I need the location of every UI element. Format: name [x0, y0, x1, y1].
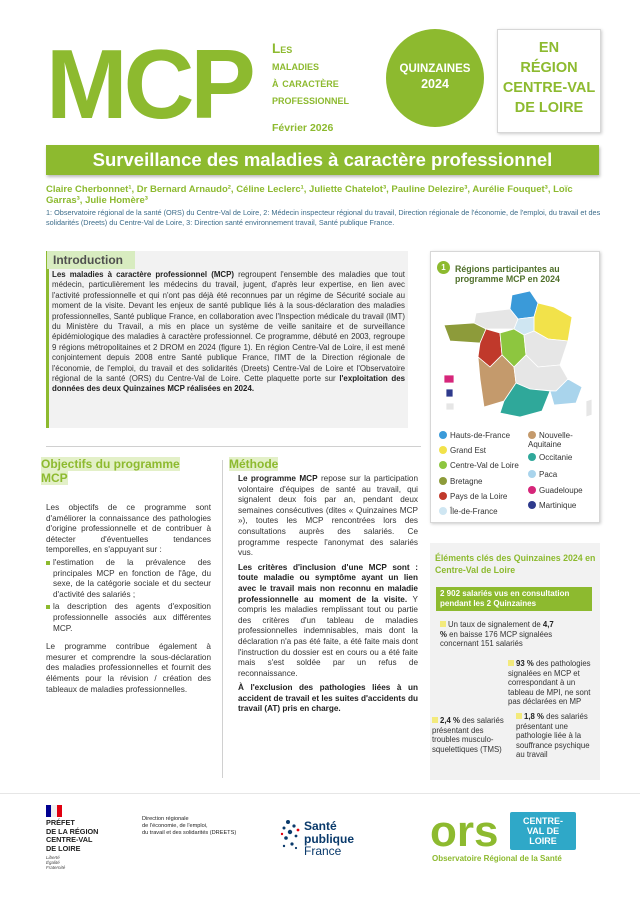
method-paragraph [238, 563, 418, 680]
legend-label: Nouvelle-Aquitaine [528, 431, 573, 449]
intro-lead: Les maladies à caractère professionnel (MCP) [52, 270, 234, 279]
france-map [430, 283, 600, 423]
legend-item [528, 501, 598, 510]
legend-item [528, 431, 598, 449]
region-bretagne [444, 323, 486, 343]
series-title-line: maladies [272, 58, 319, 73]
spf-france: France [304, 844, 342, 858]
ors-region-line: CENTRE-VAL DE LOIRE [523, 816, 563, 846]
legend-swatch [439, 446, 447, 454]
prefet-logo [46, 805, 136, 870]
region-reunion [446, 403, 454, 410]
key-figure-text: des salariés présentant une pathologie liée à la souffrance psychique au travail [516, 712, 590, 760]
publication-date: Février 2026 [272, 122, 334, 134]
objectives-heading-text: Objectifs du programme MCP [41, 457, 180, 485]
key-figure-item [516, 712, 598, 760]
bullet-square-icon [440, 621, 446, 627]
method-p2-text: Y compris les maladies remplissant tout ou partie des critères d'un tableau de maladies professionnelles indemnisables, mais dont la déclaration n'a pas été faite, a été faite mais dont l'instruction du dossier est en cours ou a été faite mais s'est soldée par un refus de reconnaissance. [238, 594, 418, 678]
legend-item [439, 492, 529, 501]
region-corse [586, 399, 592, 417]
legend-item [439, 431, 529, 440]
legend-label: Guadeloupe [539, 486, 583, 495]
key-figure-value: 1,8 % [524, 712, 544, 721]
key-figure-pre: Un taux de signalement de [448, 620, 543, 629]
marianne-icon [46, 805, 62, 817]
key-figure-post: en baisse 176 MCP signalées concernant 151 salariés [440, 629, 553, 649]
footer-divider [0, 793, 640, 794]
series-title-line: professionnel [272, 92, 350, 107]
legend-item [439, 461, 529, 470]
objectives-outro: Le programme contribue également à mesurer et comprendre la sous-déclaration des maladies professionnelles et fournit des éléments pour la révision / création des tableaux de maladies professionnelles. [46, 642, 211, 694]
key-figures-title: Éléments clés des Quinzaines 2024 en Centre-Val de Loire [435, 553, 596, 575]
key-figure-value: 93 % [516, 659, 534, 668]
method-paragraph [238, 474, 418, 559]
region-box [497, 29, 601, 133]
legend-swatch [439, 461, 447, 469]
ors-tagline: Observatoire Régional de la Santé [432, 854, 562, 863]
key-figure-item [440, 620, 560, 649]
key-figure-value: 4,7 % [440, 620, 554, 639]
prefet-label: PRÉFET DE LA RÉGION CENTRE-VAL DE LOIRE [46, 818, 99, 853]
badge-line-1: QUINZAINES [399, 63, 471, 75]
legend-swatch [439, 431, 447, 439]
legend-swatch [439, 477, 447, 485]
intro-tail: l'exploitation des données des deux Quinzaines MCP réalisées en 2024. [52, 374, 405, 394]
objectives-intro: Les objectifs de ce programme sont d'améliorer la connaissance des pathologies d'origine professionnelle et de contribuer à détecter d'éventuelles tendances temporelles, en s'appuyant sur : [46, 503, 211, 555]
method-body [238, 474, 418, 719]
legend-label: Paca [539, 470, 558, 479]
prefet-motto: Liberté Égalité Fraternité [46, 855, 66, 870]
mcp-logo [46, 30, 261, 130]
quinzaines-badge [386, 29, 484, 127]
legend-label: Occitanie [539, 453, 573, 462]
page-title: Surveillance des maladies à caractère professionnel [92, 149, 553, 170]
method-p3-bold: À l'exclusion des pathologies liées à un accident de travail et les suites d'accidents du travail (AT) pris en charge. [238, 683, 418, 714]
intro-text [52, 270, 405, 395]
dreets-label: Direction régionale de l'économie, de l'emploi, du travail et des solidarités (DREETS) [142, 816, 237, 836]
ors-logo [430, 810, 580, 852]
bullet-square-icon [432, 717, 438, 723]
affiliations: 1: Observatoire régional de la santé (ORS) du Centre-Val de Loire, 2: Médecin inspecteur régional du travail, Direction régionale de l'économie, de l'emploi, du travail et des solidarités (Dreets) du Centre-Val de Loire, 3: Direction santé environnement travail, Santé publique France. [46, 208, 601, 227]
legend-swatch [528, 486, 536, 494]
column-divider [222, 460, 223, 778]
legend-item [439, 477, 529, 486]
objectives-bullet: la description des agents d'exposition professionnelle associés aux différentes MCP. [46, 602, 211, 634]
method-p1-text: repose sur la participation volontaire d'équipes de santé au travail, qui signalent deux fois par an, pendant deux semaines consécutives (dites « Quinzaines MCP »), toutes les MCP rencontrées lors des consultations auprès des salariés. Ce programme respecte l'anonymat des salariés vus. [238, 474, 419, 558]
legend-item [439, 446, 529, 455]
objectives-heading [41, 457, 201, 485]
section-divider [46, 446, 421, 447]
badge-line-2: 2024 [421, 77, 449, 91]
legend-label: Île-de-France [450, 507, 498, 516]
legend-label: Martinique [539, 501, 577, 510]
legend-swatch [528, 470, 536, 478]
map-title: Régions participantes au programme MCP en 2024 [455, 264, 560, 284]
legend-item [528, 470, 598, 479]
legend-label: Hauts-de-France [450, 431, 511, 440]
objectives-bullet: l'estimation de la prévalence des principales MCP en fonction de l'âge, du sexe, de la catégorie sociale et du secteur d'activité des salariés ; [46, 558, 211, 600]
region-guadeloupe [444, 375, 454, 383]
legend-swatch [439, 507, 447, 515]
key-figures-banner: 2 902 salariés vus en consultation pendant les 2 Quinzaines [436, 587, 592, 611]
spf-name: Santé publique [304, 819, 354, 846]
method-paragraph [238, 683, 418, 715]
legend-swatch [528, 453, 536, 461]
legend-label: Bretagne [450, 477, 483, 486]
legend-swatch [528, 431, 536, 439]
legend-swatch [439, 492, 447, 500]
key-figure-text: des pathologies signalées en MCP et correspondant à un tableau de MPI, ne sont pas déclarées en MP [508, 659, 591, 707]
mcp-logo-text: MCP [46, 30, 252, 130]
legend-swatch [528, 501, 536, 509]
intro-heading: Introduction [47, 251, 135, 269]
method-p2-bold: Les critères d'inclusion d'une MCP sont : toute maladie ou symptôme ayant un lien avec le travail mais non reconnu en maladie professionnelle au moment de la visite. [238, 562, 418, 604]
bullet-square-icon [508, 660, 514, 666]
legend-label: Grand Est [450, 446, 487, 455]
sante-publique-france-text [304, 820, 354, 858]
intro-body-text: regroupent l'ensemble des maladies que tout médecin, particulièrement les médecins du travail, jugent, d'après leur expertise, en lien avec l'activité professionnelle et qui n'ont pas déjà été reconnues par un régime de Sécurité sociale au moment de la visite. Devant les enjeux de santé publique liés à la sous-déclaration des maladies professionnelles, Santé publique France, en collaboration avec l'Inspection médicale du travail (IMT) du Ministère du Travail, a mis en place un système de veille sanitaire et de surveillance épidémiologique des maladies à caractère professionnel. Ce programme, débuté en 2003, regroupe 9 régions métropolitaines et 2 DROM en 2024 (figure 1). En région Centre-Val de Loire, il est mené conjointement depuis 2008 entre Santé publique France, l'IMT de la Direction régionale de l'économie, de l'emploi, du travail et des solidarités (Dreets) Centre-Val de Loire et l'Observatoire régional de la santé (ORS) du Centre-Val de Loire. Cette plaquette porte sur [52, 270, 405, 384]
legend-item [528, 453, 598, 462]
ors-logo-text: ors [430, 810, 499, 852]
authors: Claire Cherbonnet¹, Dr Bernard Arnaudo², Céline Leclerc¹, Juliette Chatelot³, Pauline Delezire³, Aurélie Fouquet³, Loïc Garras³, Julie Homère³ [46, 184, 573, 206]
method-heading-text: Méthode [229, 457, 279, 471]
objectives-body [46, 503, 211, 695]
figure-number: 1 [437, 261, 450, 274]
series-title-line: à caractère [272, 75, 339, 90]
legend-item [439, 507, 529, 516]
legend-label: Pays de la Loire [450, 492, 508, 501]
legend-label: Centre-Val de Loire [450, 461, 519, 470]
objectives-list [46, 558, 211, 634]
bullet-square-icon [516, 713, 522, 719]
title-bar [46, 145, 599, 175]
key-figure-item [508, 659, 596, 707]
method-heading [229, 457, 349, 471]
region-martinique [446, 389, 453, 397]
series-title [272, 40, 402, 108]
key-figure-value: 2,4 % [440, 716, 460, 725]
region-label: EN RÉGION CENTRE-VAL DE LOIRE [502, 40, 596, 116]
legend-item [528, 486, 598, 495]
series-title-line: Les [272, 41, 293, 56]
key-figure-text: des salariés présentant des troubles musculo-squelettiques (TMS) [432, 716, 504, 754]
key-figure-item [432, 716, 510, 754]
method-p1-bold: Le programme MCP [238, 474, 318, 483]
